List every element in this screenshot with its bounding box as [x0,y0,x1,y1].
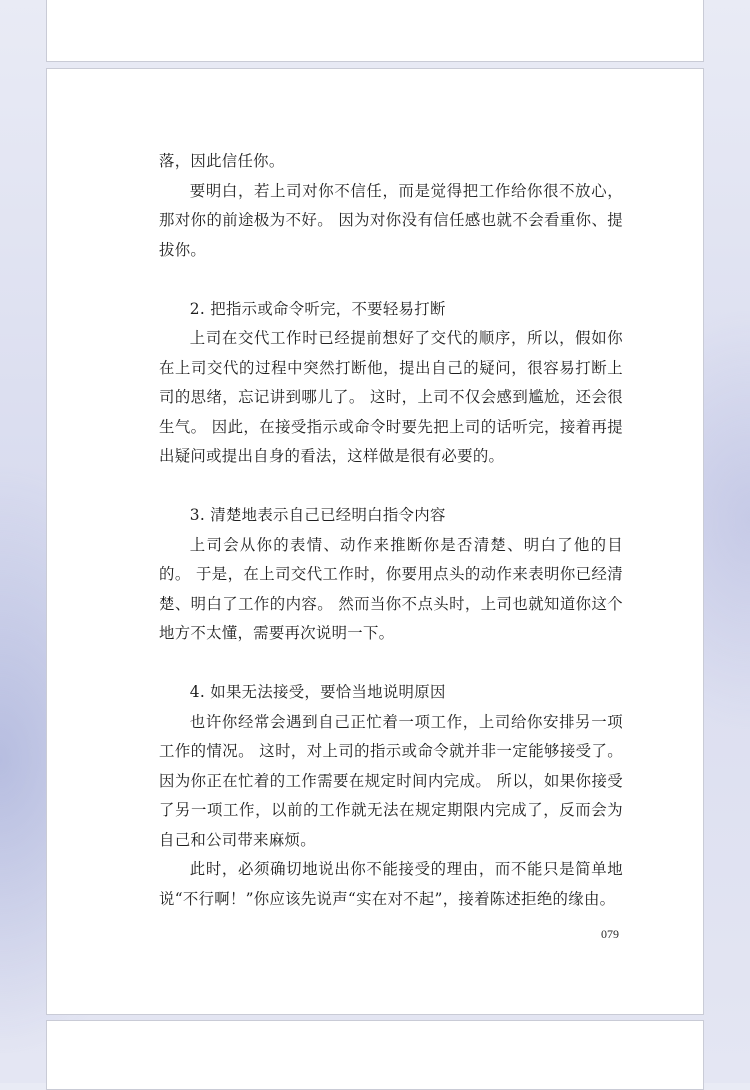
page-number: 079 [601,927,619,941]
section-spacer [159,472,623,502]
section-heading: 2. 把指示或命令听完，不要轻易打断 [189,299,446,318]
next-page-edge [46,1020,704,1090]
section-heading: 3. 清楚地表示自己已经明白指令内容 [189,506,446,524]
paragraph: 要明白，若上司对你不信任，而是觉得把工作给你很不放心，那对你的前途极为不好。 因为对你没有信任感也就不会看重你、提拔你。 [159,181,623,259]
paragraph: 上司会从你的表情、动作来推断你是否清楚、明白了他的目的。 于是，在上司交代工作时，你要用点头的动作来表明你已经清楚、明白了工作的内容。 然而当你不点头时，上司也就知道你这个地方不太懂，需要再次说明一下。 [159,535,623,642]
paragraph: 也许你经常会遇到自己正忙着一项工作，上司给你安排另一项工作的情况。 这时，对上司的指示或命令就并非一定能够接受了。 因为你正在忙着的工作需要在规定时间内完成。 所以，如果你接受了另一项工作，以前的工作就无法在规定期限内完成了，反而会为自己和公司带来麻烦。 [159,712,623,849]
paragraph: 上司在交代工作时已经提前想好了交代的顺序，所以，假如你在上司交代的过程中突然打断他，提出自己的疑问，很容易打断上司的思绪，忘记讲到哪儿了。 这时，上司不仅会感到尴尬，还会很生气。 因此，在接受指示或命令时要先把上司的话听完，接着再提出疑问或提出自身的看法，这样做是很有必要的。 [159,329,623,465]
book-page [46,68,704,1015]
section-spacer [159,649,623,679]
page-body [159,147,623,914]
section-spacer [159,265,623,295]
paragraph: 此时，必须确切地说出你不能接受的理由，而不能只是简单地说“不行啊！”你应该先说声“实在对不起”，接着陈述拒绝的缘由。 [159,860,623,908]
previous-page-edge [46,0,704,62]
paragraph: 落，因此信任你。 [159,152,285,170]
section-heading: 4. 如果无法接受，要恰当地说明原因 [189,683,446,701]
